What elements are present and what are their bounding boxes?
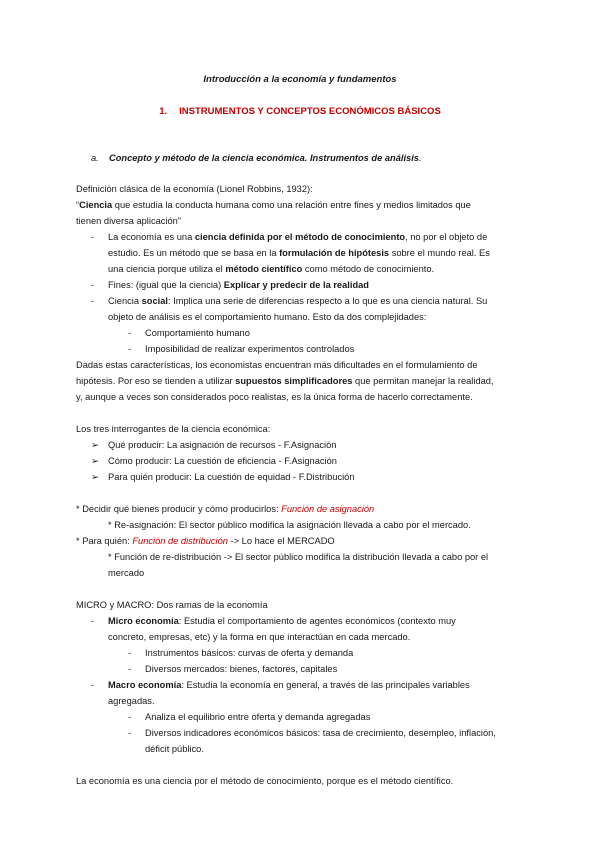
note-distribution: * Para quién: Función de distribución -> Lo hace el MERCADO: [76, 536, 335, 546]
sub-bullet-human: Comportamiento humano: [145, 328, 250, 338]
definition-quote-line2: tienen diversa aplicación”: [76, 216, 181, 226]
section-number: 1.: [159, 106, 168, 117]
section-title: INSTRUMENTOS Y CONCEPTOS ECONÓMICOS BÁSICOS: [179, 106, 441, 117]
questions-intro: Los tres interrogantes de la ciencia económica:: [76, 424, 271, 434]
bullet-dash: -: [91, 280, 95, 290]
sub-bullet-macro-indicators-line2: déficit público.: [145, 744, 204, 754]
bullet-method-line2: estudio. Es un método que se basa en la formulación de hipótesis sobre el mundo real. Es: [108, 248, 490, 258]
bullet-social-line2: objeto de análisis es el comportamiento humano. Esto da dos complejidades:: [108, 312, 427, 322]
bullet-social: Ciencia social: Implica una serie de diferencias respecto a lo que es una ciencia natural. Su: [108, 296, 488, 306]
sub-bullet-dash: -: [128, 728, 132, 738]
sub-bullet-macro-indicators: Diversos indicadores económicos básicos: tasa de crecimiento, desempleo, inflación,: [145, 728, 496, 738]
sub-bullet-dash: -: [128, 712, 132, 722]
question-for-whom: Para quién producir: La cuestión de equidad - F.Distribución: [108, 472, 355, 482]
bullet-dash: -: [91, 616, 95, 626]
sub-bullet-macro-equilibrium: Analiza el equilibrio entre oferta y demanda agregadas: [145, 712, 371, 722]
micro-macro-intro: MICRO y MACRO: Dos ramas de la economía: [76, 600, 268, 610]
question-how: Cómo producir: La cuestión de eficiencia - F.Asignación: [108, 456, 337, 466]
sub-bullet-dash: -: [128, 344, 132, 354]
bullet-aims: Fines: (igual que la ciencia) Explicar y predecir de la realidad: [108, 280, 369, 290]
section-heading: [0, 106, 600, 118]
note-reallocation: * Re-asignación: El sector público modifica la asignación llevada a cabo por el mercado.: [108, 520, 471, 530]
bullet-method: La economía es una ciencia definida por el método de conocimiento, no por el objeto de: [108, 232, 488, 242]
bullet-dash: -: [91, 680, 95, 690]
conclusion: La economía es una ciencia por el método de conocimiento, porque es el método científico.: [76, 776, 454, 786]
doc-title: Introducción a la economía y fundamentos: [203, 74, 397, 85]
sub-bullet-dash: -: [128, 648, 132, 658]
paragraph-line1: Dadas estas características, los economistas encuentran más dificultades en el formulamiento de: [76, 360, 478, 370]
sub-bullet-dash: -: [128, 328, 132, 338]
sub-bullet-experiments: Imposibilidad de realizar experimentos controlados: [145, 344, 355, 354]
bullet-micro-line2: concreto, empresas, etc) y la forma en que interactúan en cada mercado.: [108, 632, 411, 642]
bullet-macro-line2: agregadas.: [108, 696, 155, 706]
note-redistribution-line2: mercado: [108, 568, 145, 578]
question-what: Qué producir: La asignación de recursos - F.Asignación: [108, 440, 337, 450]
definition-intro: Definición clásica de la economía (Lionel Robbins, 1932):: [76, 184, 313, 194]
bullet-macro: Macro economía: Estudia la economía en general, a través de las principales variables: [108, 680, 470, 690]
bullet-micro: Micro economía: Estudia el comportamiento de agentes económicos (contexto muy: [108, 616, 456, 626]
arrow-bullet-icon: ➢: [91, 456, 99, 466]
note-allocation: * Decidir qué bienes producir y cómo producirlos: Función de asignación: [76, 504, 375, 514]
bullet-dash: -: [91, 232, 95, 242]
subsection-tag: a.: [91, 153, 99, 163]
sub-bullet-micro-markets: Diversos mercados: bienes, factores, capitales: [145, 664, 338, 674]
arrow-bullet-icon: ➢: [91, 440, 99, 450]
paragraph-line2: hipótesis. Por eso se tienden a utilizar supuestos simplificadores que permitan manejar la realidad,: [76, 376, 494, 386]
definition-quote: “Ciencia que estudia la conducta humana como una relación entre fines y medios limitados que: [76, 200, 471, 210]
subsection-title: Concepto y método de la ciencia económica. Instrumentos de análisis: [109, 153, 419, 163]
note-redistribution: * Función de re-distribución -> El sector público modifica la distribución llevada a cabo por el: [108, 552, 489, 562]
bullet-dash: -: [91, 296, 95, 306]
paragraph-line3: y, aunque a veces son considerados poco realistas, es la única forma de hacerlo correctamente.: [76, 392, 473, 402]
sub-bullet-dash: -: [128, 664, 132, 674]
bullet-method-line3: una ciencia porque utiliza el método científico como método de conocimiento.: [108, 264, 435, 274]
subsection-heading: a. Concepto y método de la ciencia económica. Instrumentos de análisis.: [91, 153, 422, 163]
sub-bullet-micro-tools: Instrumentos básicos: curvas de oferta y demanda: [145, 648, 354, 658]
arrow-bullet-icon: ➢: [91, 472, 99, 482]
